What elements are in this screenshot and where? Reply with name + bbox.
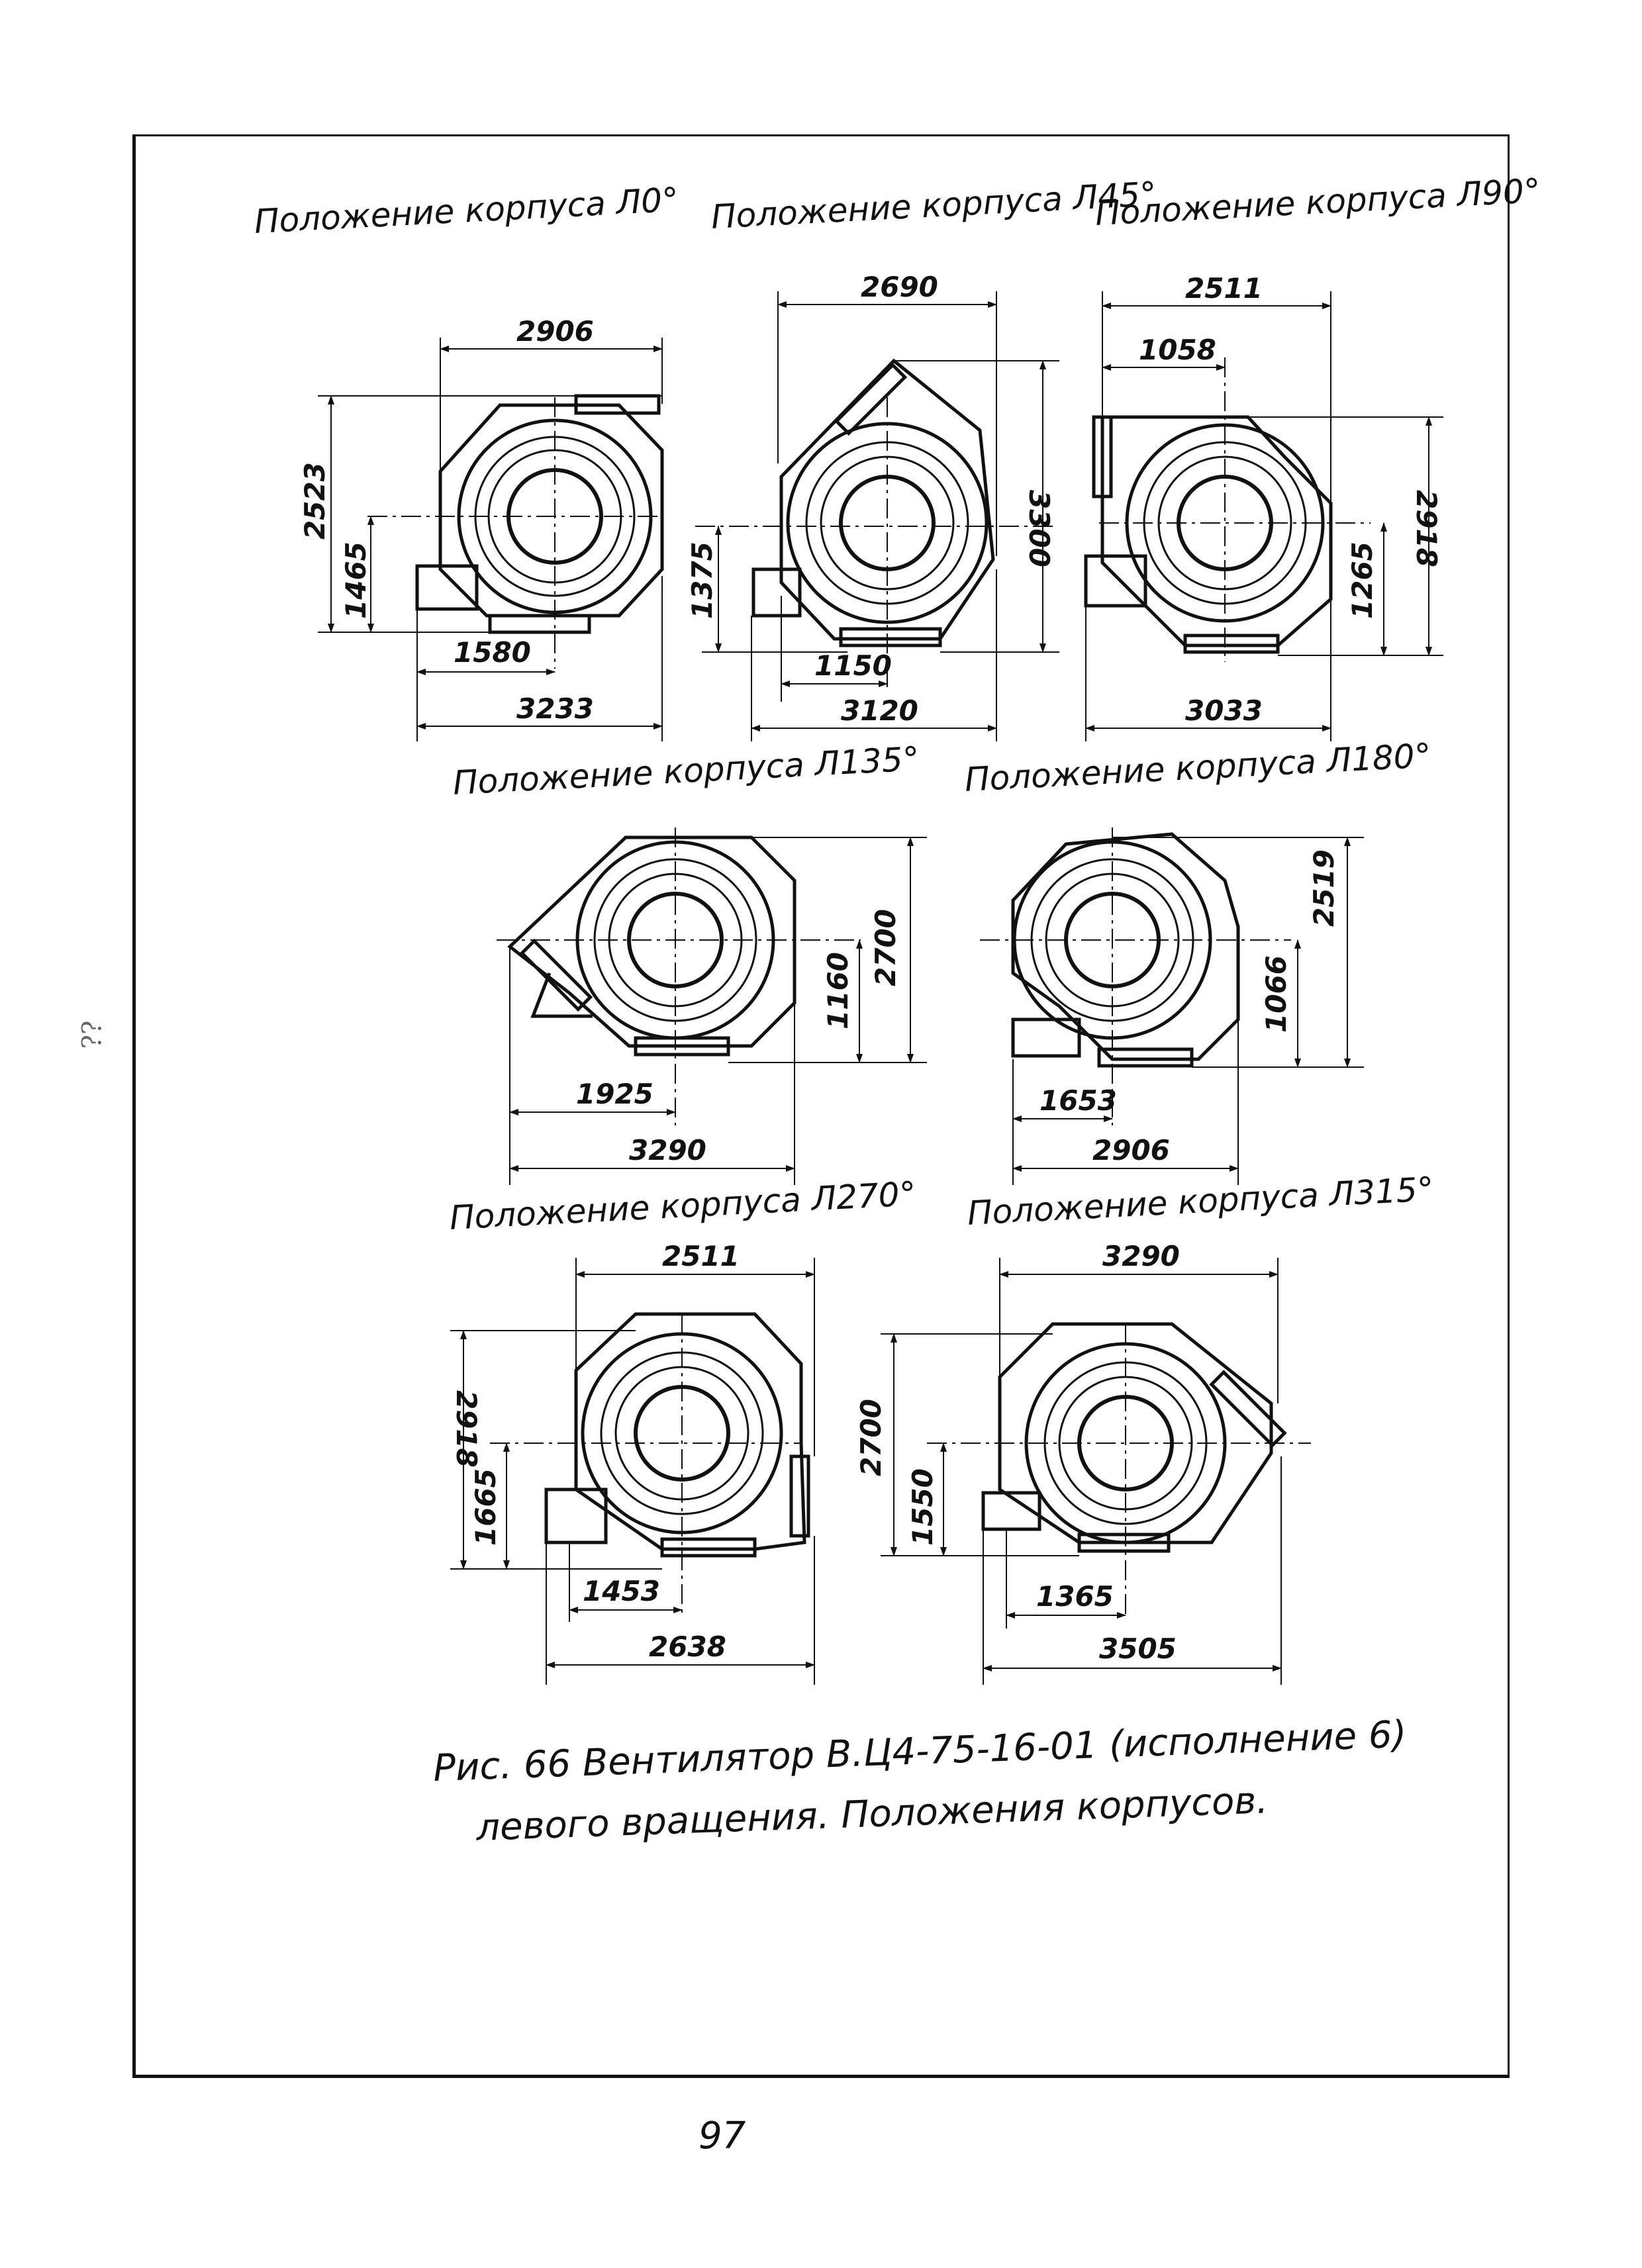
- dim-axis-height: 1465: [340, 542, 372, 619]
- dim-top-width: 2906: [516, 315, 594, 348]
- base-frame: [417, 566, 477, 609]
- view-title-l315: Положение корпуса Л315°: [966, 1170, 1435, 1233]
- figure-caption-line-2: левого вращения. Положения корпусов.: [475, 1779, 1269, 1850]
- dim-height: 2523: [299, 462, 331, 540]
- dim-sub-width: 1058: [1139, 334, 1216, 366]
- view-title-l45: Положение корпуса Л45°: [710, 174, 1158, 236]
- fan-view-l315: [881, 1258, 1311, 1685]
- dim-overall-width: 3120: [841, 694, 918, 727]
- dim-overall-width: 3505: [1099, 1632, 1177, 1665]
- view-title-l135: Положение корпуса Л135°: [452, 739, 920, 802]
- dim-overall-width: 3233: [516, 692, 594, 725]
- dim-height: 2519: [1308, 849, 1340, 927]
- dim-overall-width: 3290: [629, 1134, 706, 1166]
- fan-view-l270: [450, 1258, 814, 1685]
- fan-view-l135: [497, 827, 927, 1185]
- dim-axis-height: 1550: [906, 1468, 939, 1546]
- dim-height: 2700: [855, 1399, 887, 1476]
- dim-axis-offset: 1653: [1039, 1084, 1117, 1117]
- dim-height: 2700: [869, 909, 902, 986]
- dim-axis-height: 1375: [686, 542, 718, 619]
- outlet-flange: [791, 1456, 808, 1536]
- dim-axis-height: 1265: [1346, 542, 1378, 619]
- dim-top-width: 3290: [1102, 1240, 1180, 1272]
- base-frame: [546, 1489, 606, 1542]
- view-title-l90: Положение корпуса Л90°: [1094, 171, 1542, 233]
- fan-view-l180: [980, 827, 1364, 1185]
- dim-top-width: 2690: [861, 271, 938, 303]
- dim-overall-width: 2638: [649, 1630, 726, 1663]
- dim-axis-offset: 1365: [1036, 1580, 1114, 1613]
- base-frame: [1013, 1019, 1079, 1056]
- view-title-l180: Положение корпуса Л180°: [963, 736, 1432, 799]
- dim-height: 3300: [1023, 490, 1055, 567]
- margin-mark: ??: [77, 1020, 108, 1049]
- dim-top-width: 2511: [1185, 272, 1263, 305]
- fan-view-l0: [318, 338, 662, 741]
- dim-axis-offset: 1150: [814, 649, 892, 682]
- dim-axis-offset: 1453: [583, 1575, 660, 1607]
- dim-height: 2918: [1410, 490, 1443, 567]
- dim-axis-height: 1665: [469, 1468, 502, 1546]
- dim-height: 2918: [450, 1390, 483, 1468]
- view-title-l270: Положение корпуса Л270°: [448, 1174, 917, 1237]
- foot-plate: [490, 616, 589, 632]
- dim-axis-height: 1066: [1260, 955, 1292, 1033]
- page-number: 97: [699, 2114, 746, 2157]
- dim-axis-offset: 1580: [454, 636, 531, 669]
- view-title-l0: Положение корпуса Л0°: [253, 180, 680, 241]
- figure-caption-line-1: Рис. 66 Вентилятор В.Ц4-75-16-01 (исполнение 6): [432, 1713, 1408, 1790]
- dim-overall-width: 3033: [1185, 694, 1263, 727]
- dim-top-width: 2511: [662, 1240, 740, 1272]
- housing-outline: [1102, 417, 1331, 645]
- dim-axis-offset: 1925: [576, 1078, 653, 1110]
- dim-axis-height: 1160: [822, 952, 854, 1029]
- outlet-flange: [522, 941, 590, 1009]
- dim-overall-width: 2906: [1092, 1134, 1170, 1166]
